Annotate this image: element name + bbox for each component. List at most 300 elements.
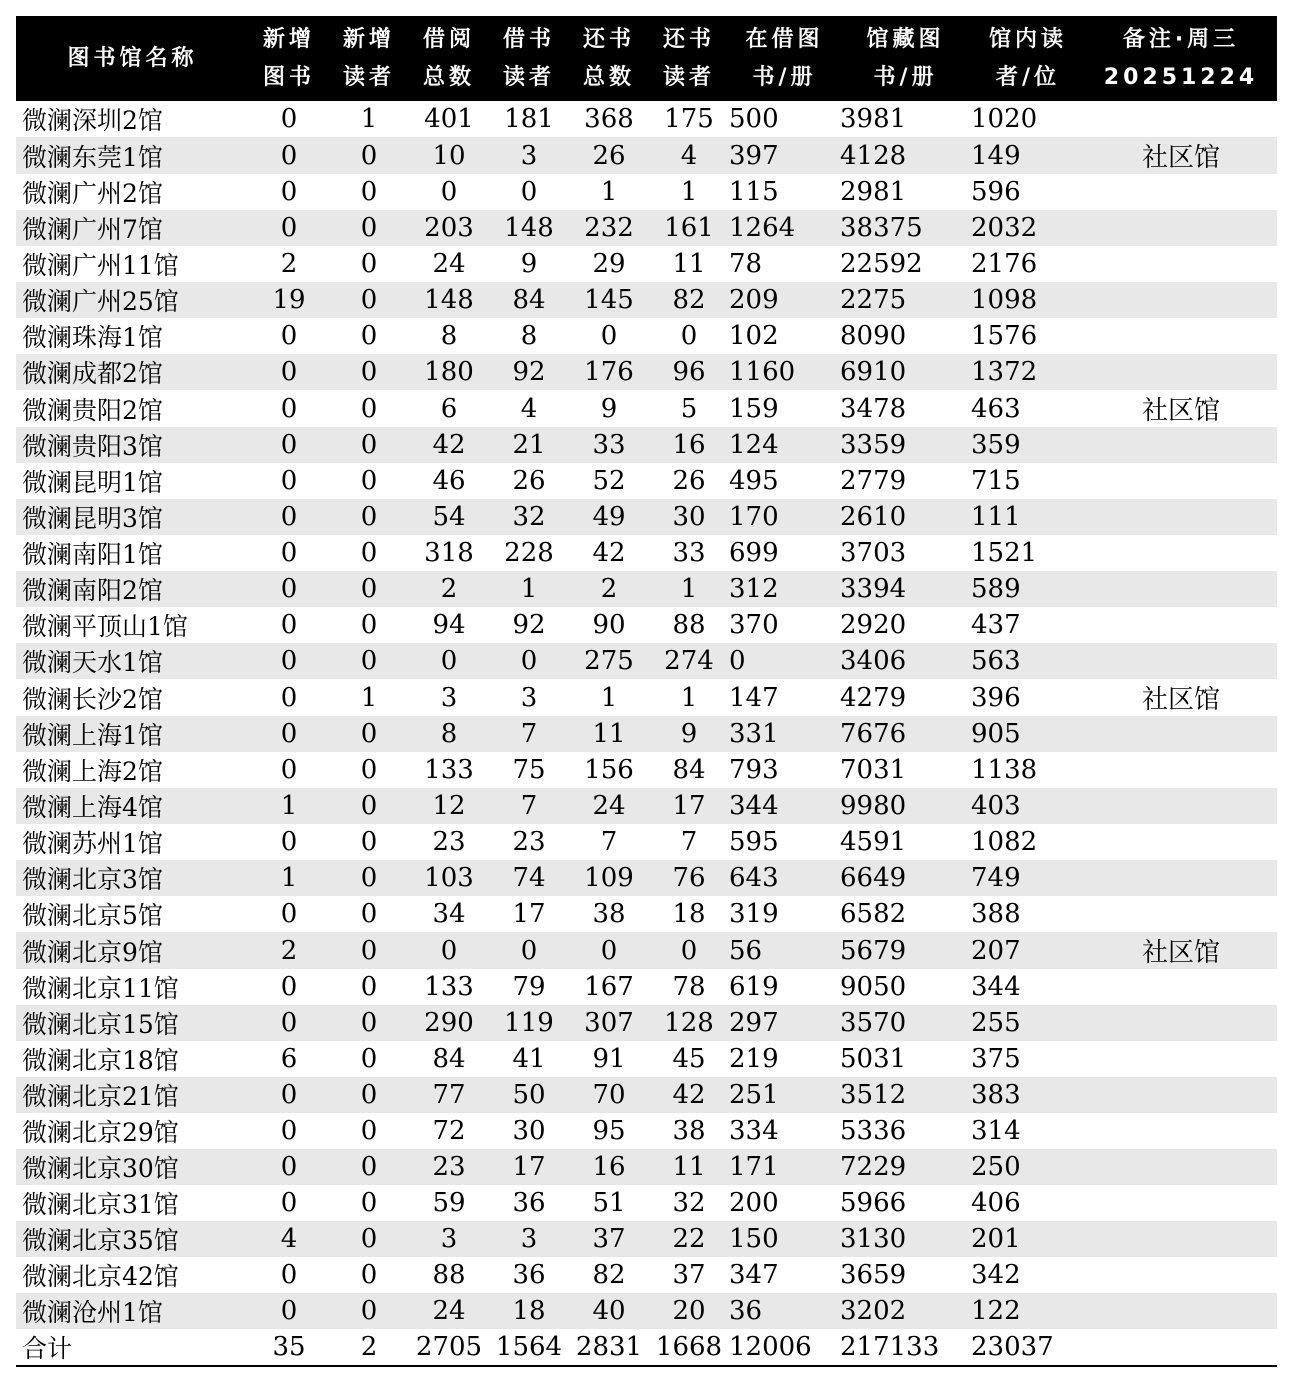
new-books-cell: 35 [249, 1329, 329, 1366]
table-row [16, 463, 1277, 499]
books-on-loan-cell: 171 [729, 1149, 840, 1185]
table-row [16, 535, 1277, 571]
return-total-cell: 11 [569, 716, 649, 752]
borrow-total-cell: 8 [409, 716, 489, 752]
library-name-cell: 微澜天水1馆 [16, 643, 249, 679]
note-cell: 社区馆 [1085, 137, 1277, 174]
note-cell [1085, 752, 1277, 788]
note-cell [1085, 354, 1277, 390]
table-row [16, 860, 1277, 896]
registered-readers-cell: 111 [971, 499, 1085, 535]
return-total-cell: 38 [592, 899, 626, 929]
books-on-loan-cell: 12006 [729, 1329, 840, 1366]
borrow-readers-cell: 92 [489, 354, 569, 390]
borrow-readers-cell: 0 [489, 932, 569, 969]
borrow-total-cell: 77 [409, 1077, 489, 1113]
collection-size-cell: 4128 [840, 137, 971, 174]
borrow-total-cell: 3 [409, 1221, 489, 1257]
books-on-loan-cell: 595 [729, 827, 779, 857]
return-total-cell: 167 [584, 972, 634, 1002]
new-readers-cell: 0 [329, 716, 409, 752]
library-name-cell: 微澜北京5馆 [22, 901, 163, 930]
note-cell [1085, 969, 1277, 1005]
return-total-cell: 232 [569, 210, 649, 246]
note-cell [1085, 716, 1277, 752]
new-readers-cell: 0 [329, 643, 409, 679]
registered-readers-cell: 1521 [971, 538, 1038, 568]
new-books-cell: 0 [280, 972, 298, 1002]
borrow-readers-cell: 26 [512, 466, 546, 496]
collection-size-cell: 2981 [840, 177, 907, 207]
borrow-readers-cell: 21 [489, 427, 569, 463]
borrow-readers-cell: 75 [512, 755, 546, 785]
library-name-cell: 微澜南阳2馆 [16, 571, 249, 607]
table-row [16, 1041, 1277, 1077]
books-on-loan-cell: 619 [729, 972, 779, 1002]
table-row [16, 1257, 1277, 1293]
books-on-loan-cell: 78 [729, 249, 763, 279]
table-row [16, 571, 1277, 607]
registered-readers-cell: 375 [971, 1044, 1021, 1074]
library-name-cell: 微澜北京15馆 [16, 1005, 249, 1041]
library-name-cell: 微澜北京9馆 [16, 932, 249, 969]
borrow-total-cell: 72 [432, 1116, 466, 1146]
note-cell [1085, 174, 1277, 210]
collection-size-cell: 3570 [840, 1005, 971, 1041]
new-readers-cell: 0 [360, 466, 378, 496]
table-row [16, 354, 1277, 390]
header-borrow-readers: 借书 读者 [489, 16, 569, 101]
collection-size-cell: 3659 [840, 1260, 907, 1290]
note-cell [1085, 1293, 1277, 1329]
borrow-total-cell: 180 [409, 354, 489, 390]
library-name-cell: 微澜北京30馆 [16, 1149, 249, 1185]
return-total-cell: 42 [592, 538, 626, 568]
new-books-cell: 0 [249, 643, 329, 679]
return-total-cell: 33 [569, 427, 649, 463]
collection-size-cell: 3512 [840, 1077, 971, 1113]
library-name-cell: 微澜北京42馆 [22, 1262, 179, 1291]
books-on-loan-cell: 331 [729, 716, 840, 752]
collection-size-cell: 217133 [840, 1329, 971, 1366]
note-cell [1085, 246, 1277, 282]
return-total-cell: 1 [600, 682, 618, 713]
library-name-cell: 微澜珠海1馆 [22, 323, 163, 352]
books-on-loan-cell: 124 [729, 427, 840, 463]
collection-size-cell: 5031 [840, 1044, 907, 1074]
new-books-cell: 0 [280, 1116, 298, 1146]
new-readers-cell: 0 [360, 177, 378, 207]
table-row [16, 679, 1277, 716]
return-readers-cell: 32 [672, 1188, 706, 1218]
return-readers-cell: 84 [672, 755, 706, 785]
borrow-total-cell: 0 [409, 932, 489, 969]
books-on-loan-cell: 319 [729, 899, 779, 929]
return-total-cell: 9 [600, 393, 618, 424]
registered-readers-cell: 406 [971, 1188, 1021, 1218]
borrow-readers-cell: 50 [489, 1077, 569, 1113]
total-row [16, 1329, 1277, 1366]
registered-readers-cell: 122 [971, 1293, 1085, 1329]
registered-readers-cell: 1576 [971, 321, 1038, 351]
books-on-loan-cell: 0 [729, 643, 840, 679]
library-name-cell: 微澜广州7馆 [16, 210, 249, 246]
return-total-cell: 2831 [569, 1329, 649, 1366]
new-books-cell: 0 [249, 137, 329, 174]
new-books-cell: 0 [280, 1188, 298, 1218]
library-name-cell: 微澜北京3馆 [16, 860, 249, 896]
new-readers-cell: 1 [360, 682, 378, 713]
library-name-cell: 微澜北京31馆 [22, 1190, 179, 1219]
table-row [16, 499, 1277, 535]
new-books-cell: 0 [280, 610, 298, 640]
library-name-cell: 微澜上海1馆 [16, 716, 249, 752]
note-cell [1085, 101, 1277, 137]
note-cell [1085, 1113, 1277, 1149]
collection-size-cell: 9050 [840, 972, 907, 1002]
return-total-cell: 7 [600, 827, 618, 857]
borrow-readers-cell: 228 [504, 538, 554, 568]
new-readers-cell: 0 [360, 1260, 378, 1290]
borrow-total-cell: 46 [432, 466, 466, 496]
return-total-cell: 145 [569, 282, 649, 318]
new-readers-cell: 0 [329, 860, 409, 896]
new-books-cell: 0 [280, 899, 298, 929]
new-readers-cell: 0 [329, 1005, 409, 1041]
books-on-loan-cell: 1160 [729, 354, 840, 390]
new-readers-cell: 0 [329, 1149, 409, 1185]
borrow-readers-cell: 1 [489, 571, 569, 607]
books-on-loan-cell: 1264 [729, 210, 840, 246]
new-books-cell: 4 [249, 1221, 329, 1257]
collection-size-cell: 22592 [840, 249, 923, 279]
books-on-loan-cell: 159 [729, 393, 779, 424]
collection-size-cell: 7676 [840, 716, 971, 752]
table-row [16, 896, 1277, 932]
collection-size-cell: 2275 [840, 282, 971, 318]
header-books-on-loan: 在借图 书/册 [729, 16, 840, 101]
new-readers-cell: 0 [360, 538, 378, 568]
books-on-loan-cell: 200 [729, 1188, 779, 1218]
registered-readers-cell: 463 [971, 393, 1021, 424]
new-readers-cell: 0 [329, 1221, 409, 1257]
library-name-cell: 微澜北京29馆 [22, 1118, 179, 1147]
borrow-readers-cell: 7 [489, 788, 569, 824]
borrow-readers-cell: 181 [504, 104, 554, 134]
borrow-total-cell: 290 [409, 1005, 489, 1041]
new-readers-cell: 1 [360, 104, 378, 134]
new-readers-cell: 0 [360, 899, 378, 929]
return-readers-cell: 5 [680, 393, 698, 424]
return-total-cell: 368 [584, 104, 634, 134]
new-readers-cell: 0 [329, 571, 409, 607]
return-readers-cell: 1668 [649, 1329, 729, 1366]
library-name-cell: 微澜苏州1馆 [22, 829, 163, 858]
borrow-readers-cell: 3 [520, 682, 538, 713]
note-cell [1085, 1185, 1277, 1221]
registered-readers-cell: 314 [971, 1116, 1021, 1146]
note-cell [1085, 210, 1277, 246]
new-books-cell: 0 [280, 682, 298, 713]
borrow-total-cell: 318 [424, 538, 474, 568]
table-row [16, 1185, 1277, 1221]
return-total-cell: 37 [569, 1221, 649, 1257]
return-readers-cell: 1 [649, 571, 729, 607]
collection-size-cell: 4591 [840, 827, 907, 857]
new-books-cell: 0 [249, 210, 329, 246]
new-books-cell: 0 [249, 1149, 329, 1185]
note-cell [1085, 571, 1277, 607]
new-readers-cell: 0 [329, 210, 409, 246]
return-total-cell: 176 [569, 354, 649, 390]
borrow-readers-cell: 79 [512, 972, 546, 1002]
return-readers-cell: 38 [672, 1116, 706, 1146]
collection-size-cell: 5336 [840, 1116, 907, 1146]
return-readers-cell: 82 [649, 282, 729, 318]
note-cell [1085, 1077, 1277, 1113]
collection-size-cell: 8090 [840, 321, 907, 351]
new-readers-cell: 0 [360, 1116, 378, 1146]
registered-readers-cell: 396 [971, 682, 1021, 713]
new-books-cell: 0 [280, 177, 298, 207]
books-on-loan-cell: 297 [729, 1005, 840, 1041]
table-row [16, 607, 1277, 643]
new-books-cell: 0 [280, 321, 298, 351]
registered-readers-cell: 715 [971, 466, 1021, 496]
return-readers-cell: 96 [649, 354, 729, 390]
borrow-total-cell: 133 [424, 755, 474, 785]
new-readers-cell: 0 [329, 427, 409, 463]
books-on-loan-cell: 312 [729, 571, 840, 607]
borrow-total-cell: 12 [409, 788, 489, 824]
library-name-cell: 微澜长沙2馆 [22, 684, 163, 714]
borrow-readers-cell: 32 [489, 499, 569, 535]
new-books-cell: 0 [280, 393, 298, 424]
books-on-loan-cell: 170 [729, 499, 840, 535]
new-books-cell: 0 [280, 755, 298, 785]
table-row [16, 1005, 1277, 1041]
borrow-total-cell: 203 [409, 210, 489, 246]
collection-size-cell: 6910 [840, 354, 971, 390]
borrow-readers-cell: 0 [520, 177, 538, 207]
registered-readers-cell: 1082 [971, 827, 1038, 857]
borrow-total-cell: 401 [424, 104, 474, 134]
registered-readers-cell: 589 [971, 571, 1085, 607]
library-name-cell: 微澜平顶山1馆 [22, 612, 188, 641]
books-on-loan-cell: 209 [729, 282, 840, 318]
new-readers-cell: 0 [329, 499, 409, 535]
new-books-cell: 0 [280, 538, 298, 568]
return-readers-cell: 1 [680, 682, 698, 713]
note-cell [1085, 860, 1277, 896]
new-books-cell: 0 [280, 104, 298, 134]
return-total-cell: 91 [592, 1044, 626, 1074]
new-readers-cell: 0 [360, 610, 378, 640]
new-readers-cell: 0 [329, 282, 409, 318]
registered-readers-cell: 563 [971, 643, 1085, 679]
table-row [16, 1077, 1277, 1113]
borrow-total-cell: 148 [409, 282, 489, 318]
new-books-cell: 0 [249, 716, 329, 752]
borrow-total-cell: 133 [424, 972, 474, 1002]
table-row [16, 824, 1277, 860]
new-readers-cell: 0 [360, 1044, 378, 1074]
registered-readers-cell: 2176 [971, 249, 1038, 279]
return-total-cell: 29 [592, 249, 626, 279]
return-total-cell: 26 [569, 137, 649, 174]
books-on-loan-cell: 147 [729, 682, 779, 713]
return-readers-cell: 37 [672, 1260, 706, 1290]
borrow-readers-cell: 36 [512, 1260, 546, 1290]
library-name-cell: 微澜沧州1馆 [16, 1293, 249, 1329]
header-return-total: 还书 总数 [569, 16, 649, 101]
collection-size-cell: 3981 [840, 104, 907, 134]
return-readers-cell: 11 [649, 1149, 729, 1185]
registered-readers-cell: 250 [971, 1149, 1085, 1185]
new-books-cell: 2 [280, 249, 298, 279]
header-new-readers: 新增 读者 [329, 16, 409, 101]
note-cell [1085, 1329, 1277, 1366]
return-readers-cell: 18 [672, 899, 706, 929]
books-on-loan-cell: 495 [729, 466, 779, 496]
return-total-cell: 49 [569, 499, 649, 535]
return-readers-cell: 17 [649, 788, 729, 824]
registered-readers-cell: 201 [971, 1221, 1085, 1257]
registered-readers-cell: 2032 [971, 210, 1085, 246]
return-readers-cell: 26 [672, 466, 706, 496]
note-cell [1085, 896, 1277, 932]
new-readers-cell: 0 [329, 1077, 409, 1113]
borrow-total-cell: 3 [440, 682, 458, 713]
new-readers-cell: 0 [360, 249, 378, 279]
books-on-loan-cell: 500 [729, 104, 779, 134]
borrow-readers-cell: 119 [489, 1005, 569, 1041]
new-books-cell: 0 [249, 427, 329, 463]
table-body [16, 101, 1277, 1366]
return-total-cell: 156 [584, 755, 634, 785]
borrow-total-cell: 103 [409, 860, 489, 896]
library-name-cell: 微澜贵阳3馆 [16, 427, 249, 463]
library-name-cell: 微澜南阳1馆 [22, 540, 163, 569]
borrow-total-cell: 0 [409, 643, 489, 679]
borrow-total-cell: 23 [409, 1149, 489, 1185]
table-row [16, 137, 1277, 174]
note-cell [1085, 1005, 1277, 1041]
books-on-loan-cell: 793 [729, 755, 779, 785]
header-return-readers: 还书 读者 [649, 16, 729, 101]
borrow-readers-cell: 92 [512, 610, 546, 640]
new-books-cell: 0 [249, 1005, 329, 1041]
return-readers-cell: 20 [649, 1293, 729, 1329]
new-books-cell: 19 [249, 282, 329, 318]
return-readers-cell: 161 [649, 210, 729, 246]
borrow-total-cell: 24 [409, 1293, 489, 1329]
registered-readers-cell: 749 [971, 860, 1085, 896]
note-cell [1085, 1149, 1277, 1185]
note-cell [1085, 1257, 1277, 1293]
books-on-loan-cell: 347 [729, 1260, 779, 1290]
table-row [16, 174, 1277, 210]
return-readers-cell: 11 [672, 249, 706, 279]
return-readers-cell: 0 [649, 932, 729, 969]
library-name-cell: 微澜广州11馆 [22, 251, 179, 280]
return-total-cell: 82 [592, 1260, 626, 1290]
registered-readers-cell: 344 [971, 972, 1021, 1002]
registered-readers-cell: 905 [971, 716, 1085, 752]
header-notes-date: 备注·周三 20251224 [1085, 16, 1277, 101]
borrow-readers-cell: 3 [489, 1221, 569, 1257]
borrow-readers-cell: 41 [512, 1044, 546, 1074]
library-name-cell: 微澜成都2馆 [16, 354, 249, 390]
collection-size-cell: 3478 [840, 393, 907, 424]
return-total-cell: 51 [592, 1188, 626, 1218]
registered-readers-cell: 403 [971, 788, 1085, 824]
header-row [16, 16, 1277, 101]
books-on-loan-cell: 36 [729, 1293, 840, 1329]
registered-readers-cell: 359 [971, 427, 1085, 463]
borrow-readers-cell: 1564 [489, 1329, 569, 1366]
collection-size-cell: 2779 [840, 466, 907, 496]
registered-readers-cell: 207 [971, 932, 1085, 969]
borrow-readers-cell: 0 [489, 643, 569, 679]
note-cell [1085, 499, 1277, 535]
return-total-cell: 0 [569, 932, 649, 969]
return-total-cell: 307 [569, 1005, 649, 1041]
borrow-readers-cell: 148 [489, 210, 569, 246]
library-name-cell: 微澜北京21馆 [16, 1077, 249, 1113]
return-total-cell: 16 [569, 1149, 649, 1185]
borrow-total-cell: 94 [432, 610, 466, 640]
collection-size-cell: 2610 [840, 499, 971, 535]
borrow-readers-cell: 23 [512, 827, 546, 857]
note-cell [1085, 643, 1277, 679]
library-name-cell: 微澜广州2馆 [22, 179, 163, 208]
books-on-loan-cell: 699 [729, 538, 779, 568]
registered-readers-cell: 23037 [971, 1329, 1085, 1366]
return-readers-cell: 78 [672, 972, 706, 1002]
books-on-loan-cell: 251 [729, 1077, 840, 1113]
collection-size-cell: 3359 [840, 427, 971, 463]
return-total-cell: 40 [569, 1293, 649, 1329]
return-readers-cell: 45 [672, 1044, 706, 1074]
borrow-readers-cell: 18 [489, 1293, 569, 1329]
note-cell [1085, 607, 1277, 643]
borrow-readers-cell: 36 [512, 1188, 546, 1218]
table-row [16, 101, 1277, 137]
books-on-loan-cell: 56 [729, 932, 840, 969]
collection-size-cell: 7031 [840, 755, 907, 785]
borrow-total-cell: 42 [409, 427, 489, 463]
borrow-total-cell: 54 [409, 499, 489, 535]
registered-readers-cell: 596 [971, 177, 1021, 207]
library-name-cell: 微澜昆明1馆 [22, 468, 163, 497]
table-row [16, 318, 1277, 354]
return-total-cell: 70 [569, 1077, 649, 1113]
note-cell: 社区馆 [1141, 685, 1220, 715]
new-books-cell: 0 [249, 354, 329, 390]
header-borrow-total: 借阅 总数 [409, 16, 489, 101]
collection-size-cell: 3703 [840, 538, 907, 568]
borrow-total-cell: 34 [432, 899, 466, 929]
new-readers-cell: 0 [329, 788, 409, 824]
library-name-cell: 微澜广州25馆 [16, 282, 249, 318]
new-readers-cell: 0 [360, 972, 378, 1002]
borrow-readers-cell: 3 [489, 137, 569, 174]
books-on-loan-cell: 115 [729, 177, 779, 207]
note-cell [1085, 282, 1277, 318]
return-total-cell: 109 [569, 860, 649, 896]
note-cell [1085, 1041, 1277, 1077]
